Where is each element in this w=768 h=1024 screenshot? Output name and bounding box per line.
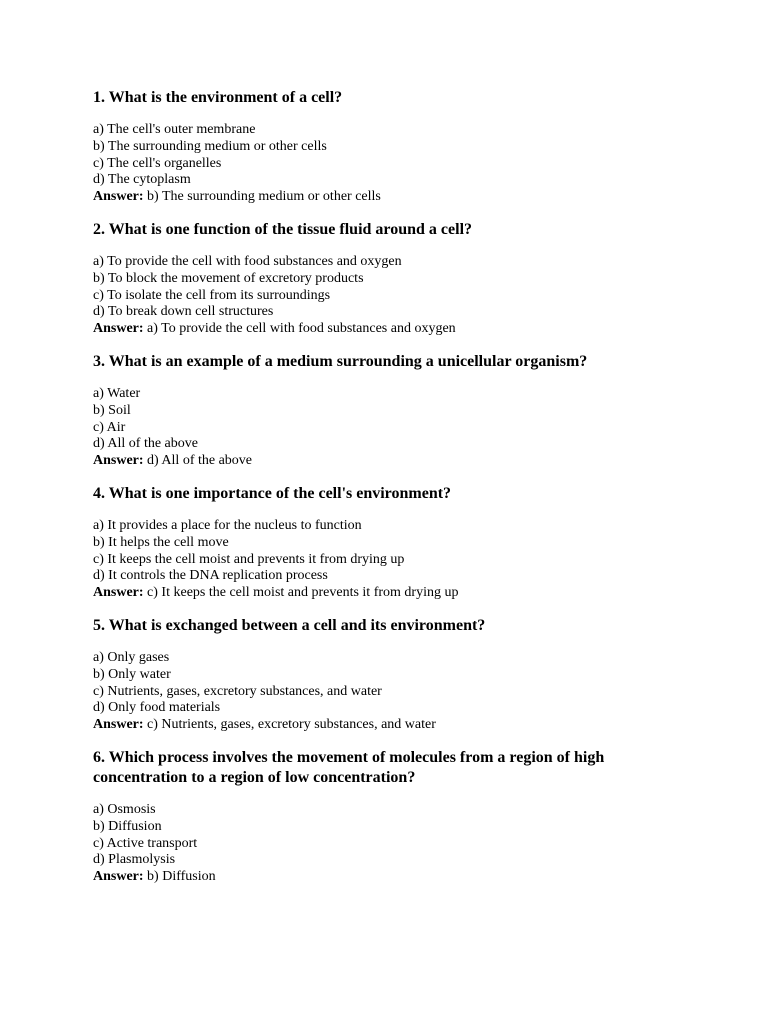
question-title: 6. Which process involves the movement of molecules from a region of high concentration to a region of low concentration? (93, 748, 605, 786)
option-d: d) It controls the DNA replication process (93, 568, 328, 584)
answer-text: c) It keeps the cell moist and prevents it from drying up (143, 585, 459, 601)
option-b: b) To block the movement of excretory products (93, 270, 364, 286)
answer-label: Answer: (93, 869, 144, 885)
option-c: c) Air (93, 419, 126, 435)
option-a: a) Only gases (93, 649, 170, 665)
question-3 (93, 352, 683, 470)
answer-line (93, 717, 683, 734)
option-a: a) Water (93, 385, 141, 401)
option-b: b) Only water (93, 666, 171, 682)
answer-label: Answer: (93, 189, 144, 205)
question-title: 4. What is one importance of the cell's environment? (93, 484, 452, 502)
option-d: d) The cytoplasm (93, 172, 191, 188)
question-6 (93, 748, 683, 886)
option-a: a) It provides a place for the nucleus to function (93, 517, 362, 533)
answer-label: Answer: (93, 453, 144, 469)
answer-line (93, 585, 683, 602)
option-c: c) Nutrients, gases, excretory substances, and water (93, 683, 382, 699)
question-title: 3. What is an example of a medium surrounding a unicellular organism? (93, 352, 588, 370)
answer-label: Answer: (93, 717, 144, 733)
answer-text: d) All of the above (143, 453, 253, 469)
answer-text: c) Nutrients, gases, excretory substances, and water (143, 717, 436, 733)
answer-line (93, 869, 683, 886)
question-title: 1. What is the environment of a cell? (93, 89, 343, 106)
answer-label: Answer: (93, 585, 144, 601)
option-b: b) Diffusion (93, 818, 162, 834)
answer-label: Answer: (93, 321, 144, 337)
question-1 (93, 88, 683, 206)
answer-line (93, 189, 683, 206)
answer-text: b) Diffusion (143, 869, 216, 885)
option-b: b) It helps the cell move (93, 534, 229, 550)
option-d: d) Only food materials (93, 700, 221, 716)
option-b: b) The surrounding medium or other cells (93, 138, 327, 154)
option-d: d) To break down cell structures (93, 304, 274, 320)
answer-line (93, 321, 683, 338)
option-d: d) Plasmolysis (93, 852, 176, 868)
option-a: a) The cell's outer membrane (93, 122, 256, 137)
option-c: c) To isolate the cell from its surroundings (93, 287, 331, 303)
option-a: a) Osmosis (93, 801, 156, 817)
answer-text: b) The surrounding medium or other cells (143, 189, 381, 205)
option-c: c) Active transport (93, 835, 198, 851)
option-c: c) It keeps the cell moist and prevents it from drying up (93, 551, 405, 567)
question-4 (93, 484, 683, 602)
question-title: 5. What is exchanged between a cell and its environment? (93, 616, 486, 634)
question-5 (93, 616, 683, 734)
answer-text: a) To provide the cell with food substances and oxygen (143, 321, 456, 337)
option-b: b) Soil (93, 402, 131, 418)
option-a: a) To provide the cell with food substances and oxygen (93, 253, 402, 269)
option-c: c) The cell's organelles (93, 155, 222, 171)
question-2 (93, 220, 683, 338)
answer-line (93, 453, 683, 470)
option-d: d) All of the above (93, 436, 198, 452)
document-page (93, 88, 683, 900)
question-title: 2. What is one function of the tissue fluid around a cell? (93, 220, 473, 238)
